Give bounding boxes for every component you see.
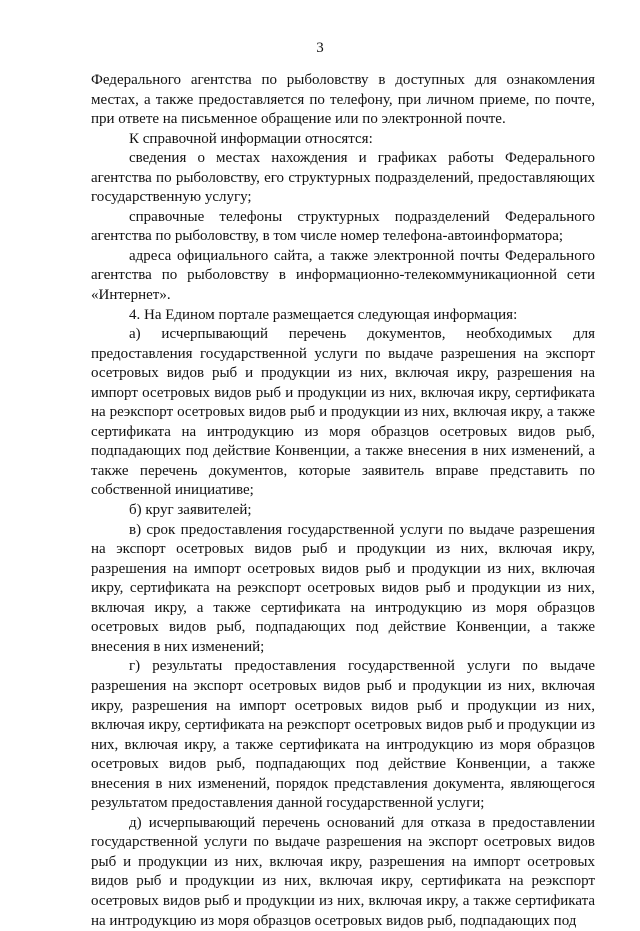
paragraph-continuation: Федерального агентства по рыболовству в доступных для ознакомления местах, а также предоставляется по телефону, при личном приеме, по почте, при ответе на письменное обращение или по электронной почте. <box>91 72 595 128</box>
paragraph-reference-info-heading: К справочной информации относятся: <box>129 130 373 147</box>
paragraph-item-g: г) результаты предоставления государственной услуги по выдаче разрешения на экспорт осетровых видов рыб и продукции из них, включая икру, разрешения на импорт осетровых видов рыб и продукции из них, включая икру, сертификата на реэкспорт осетровых видов рыб и продукции из них, включая икру, а также сертификата на интродукцию из моря образцов осетровых видов рыб, подпадающих под действие Конвенции, а также внесения в них изменений, порядок представления документа, являющегося результатом предоставления данной государственной услуги; <box>91 658 595 812</box>
paragraph-item-b: б) круг заявителей; <box>129 502 252 519</box>
paragraph-website-email: адреса официального сайта, а также электронной почты Федерального агентства по рыболовству в информационно-телекоммуникационной сети «Интернет». <box>91 247 595 304</box>
paragraph-locations-schedules: сведения о местах нахождения и графиках работы Федерального агентства по рыболовству, его структурных подразделений, предоставляющих государственную услугу; <box>91 150 595 206</box>
paragraph-reference-phones: справочные телефоны структурных подразделений Федерального агентства по рыболовству, в том числе номер телефона-автоинформатора; <box>91 208 595 245</box>
document-body <box>91 71 595 931</box>
paragraph-item-v: в) срок предоставления государственной услуги по выдаче разрешения на экспорт осетровых видов рыб и продукции из них, включая икру, разрешения на импорт осетровых видов рыб и продукции из них, включая икру, сертификата на реэкспорт осетровых видов рыб и продукции из них, включая икру, а также сертификата на интродукцию из моря образцов осетровых видов рыб, подпадающих под действие Конвенции, а также внесения в них изменений; <box>91 521 595 655</box>
paragraph-item-a: а) исчерпывающий перечень документов, необходимых для предоставления государственной услуги по выдаче разрешения на экспорт осетровых видов рыб и продукции из них, включая икру, разрешения на импорт осетровых видов рыб и продукции из них, включая икру, сертификата на реэкспорт осетровых видов рыб и продукции из них, включая икру, а также сертификата на интродукцию из моря образцов осетровых видов рыб, подпадающих под действие Конвенции, а также внесения в них изменений, а также перечень документов, которые заявитель вправе представить по собственной инициативе; <box>91 326 595 499</box>
page-number: 3 <box>316 40 324 56</box>
paragraph-item-d: д) исчерпывающий перечень оснований для отказа в предоставлении государственной услуги по выдаче разрешения на экспорт осетровых видов рыб и продукции из них, включая икру, разрешения на импорт осетровых видов рыб и продукции из них, включая икру, сертификата на реэкспорт осетровых видов рыб и продукции из них, включая икру, а также сертификата на интродукцию из моря образцов осетровых видов рыб, подпадающих под <box>91 814 595 929</box>
paragraph-item-4: 4. На Едином портале размещается следующая информация: <box>129 306 518 323</box>
